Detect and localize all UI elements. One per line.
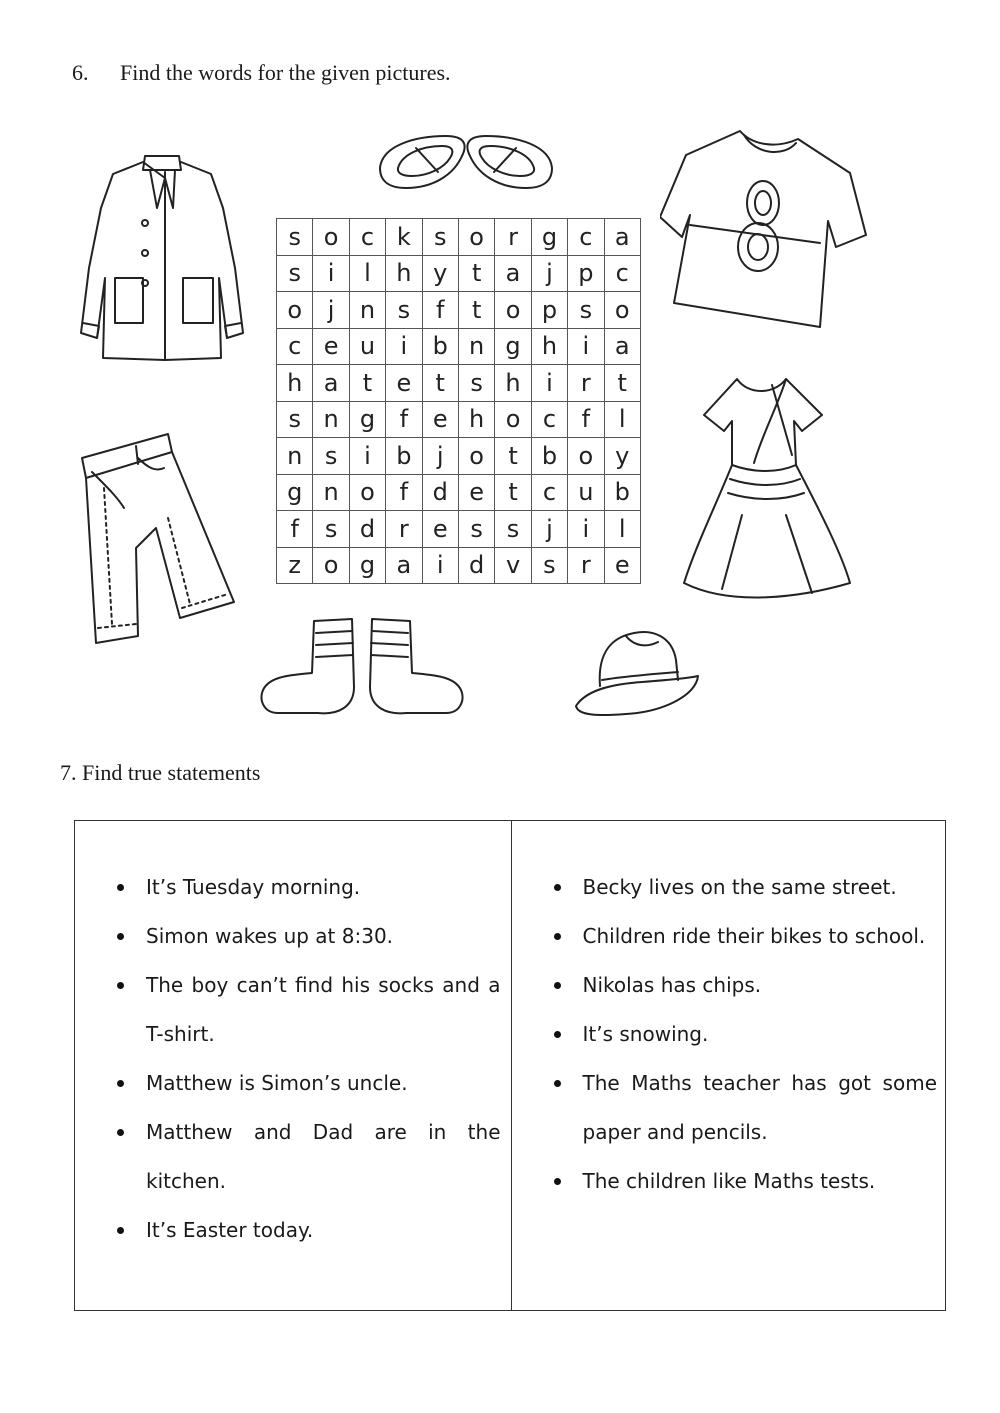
grid-cell: f: [277, 511, 313, 548]
grid-cell: g: [531, 219, 567, 256]
hat-icon: [572, 620, 702, 720]
grid-cell: n: [313, 401, 349, 438]
grid-cell: d: [458, 547, 494, 584]
grid-cell: b: [386, 438, 422, 475]
statements-left-column: [75, 821, 512, 1310]
grid-cell: o: [495, 292, 531, 329]
socks-icon: [258, 615, 468, 720]
grid-cell: b: [531, 438, 567, 475]
grid-row: [277, 328, 641, 365]
grid-cell: t: [349, 365, 385, 402]
grid-cell: s: [277, 255, 313, 292]
grid-cell: t: [604, 365, 640, 402]
grid-cell: f: [386, 401, 422, 438]
grid-cell: e: [458, 474, 494, 511]
statement-item: It’s Easter today.: [115, 1206, 501, 1255]
grid-cell: e: [313, 328, 349, 365]
grid-cell: u: [349, 328, 385, 365]
grid-cell: l: [349, 255, 385, 292]
statement-item: Matthew is Simon’s uncle.: [115, 1059, 501, 1108]
grid-cell: c: [531, 401, 567, 438]
grid-cell: c: [531, 474, 567, 511]
grid-cell: s: [313, 511, 349, 548]
grid-cell: z: [277, 547, 313, 584]
grid-cell: i: [349, 438, 385, 475]
grid-cell: h: [458, 401, 494, 438]
grid-row: [277, 474, 641, 511]
grid-cell: i: [568, 328, 604, 365]
grid-row: [277, 255, 641, 292]
dress-icon: [682, 375, 852, 610]
grid-cell: h: [495, 365, 531, 402]
grid-row: [277, 547, 641, 584]
grid-cell: d: [349, 511, 385, 548]
grid-cell: s: [313, 438, 349, 475]
grid-cell: t: [458, 292, 494, 329]
grid-cell: h: [531, 328, 567, 365]
grid-cell: g: [349, 547, 385, 584]
grid-cell: s: [422, 219, 458, 256]
statement-item: Becky lives on the same street.: [552, 863, 938, 912]
question-text: Find the words for the given pictures.: [120, 60, 451, 85]
statement-item: The boy can’t find his socks and a T-shirt.: [115, 961, 501, 1059]
grid-cell: c: [568, 219, 604, 256]
grid-cell: b: [604, 474, 640, 511]
statement-item: Simon wakes up at 8:30.: [115, 912, 501, 961]
statement-item: Matthew and Dad are in the kitchen.: [115, 1108, 501, 1206]
grid-cell: a: [313, 365, 349, 402]
grid-cell: l: [604, 401, 640, 438]
statement-item: It’s snowing.: [552, 1010, 938, 1059]
grid-cell: n: [458, 328, 494, 365]
grid-cell: s: [495, 511, 531, 548]
grid-cell: e: [422, 511, 458, 548]
coat-icon: [75, 148, 250, 368]
grid-cell: o: [313, 547, 349, 584]
grid-cell: e: [604, 547, 640, 584]
grid-cell: j: [531, 511, 567, 548]
grid-cell: r: [386, 511, 422, 548]
grid-cell: s: [531, 547, 567, 584]
grid-cell: y: [604, 438, 640, 475]
grid-cell: y: [422, 255, 458, 292]
grid-cell: j: [531, 255, 567, 292]
grid-cell: i: [313, 255, 349, 292]
grid-cell: e: [422, 401, 458, 438]
grid-cell: i: [386, 328, 422, 365]
grid-cell: o: [604, 292, 640, 329]
grid-cell: a: [495, 255, 531, 292]
grid-cell: i: [531, 365, 567, 402]
statements-table: [74, 820, 946, 1311]
grid-cell: s: [277, 401, 313, 438]
grid-cell: t: [458, 255, 494, 292]
grid-cell: t: [495, 474, 531, 511]
grid-cell: u: [568, 474, 604, 511]
grid-cell: o: [313, 219, 349, 256]
statement-item: Children ride their bikes to school.: [552, 912, 938, 961]
grid-cell: n: [349, 292, 385, 329]
grid-cell: c: [604, 255, 640, 292]
statements-right-column: [512, 821, 946, 1310]
grid-cell: d: [422, 474, 458, 511]
grid-cell: n: [313, 474, 349, 511]
grid-cell: s: [458, 511, 494, 548]
grid-cell: r: [495, 219, 531, 256]
grid-cell: s: [458, 365, 494, 402]
grid-cell: s: [277, 219, 313, 256]
grid-cell: r: [568, 547, 604, 584]
grid-cell: g: [495, 328, 531, 365]
grid-cell: v: [495, 547, 531, 584]
grid-cell: n: [277, 438, 313, 475]
grid-cell: g: [349, 401, 385, 438]
grid-cell: h: [277, 365, 313, 402]
grid-cell: c: [349, 219, 385, 256]
grid-cell: a: [604, 328, 640, 365]
grid-cell: f: [568, 401, 604, 438]
statement-item: Nikolas has chips.: [552, 961, 938, 1010]
grid-row: [277, 511, 641, 548]
grid-cell: j: [422, 438, 458, 475]
grid-cell: i: [422, 547, 458, 584]
grid-cell: p: [531, 292, 567, 329]
grid-cell: t: [495, 438, 531, 475]
grid-cell: j: [313, 292, 349, 329]
grid-cell: p: [568, 255, 604, 292]
grid-cell: s: [568, 292, 604, 329]
grid-row: [277, 401, 641, 438]
grid-cell: t: [422, 365, 458, 402]
grid-cell: o: [349, 474, 385, 511]
grid-cell: e: [386, 365, 422, 402]
grid-cell: k: [386, 219, 422, 256]
grid-cell: g: [277, 474, 313, 511]
grid-cell: s: [386, 292, 422, 329]
grid-cell: o: [277, 292, 313, 329]
grid-cell: l: [604, 511, 640, 548]
grid-cell: o: [568, 438, 604, 475]
grid-cell: b: [422, 328, 458, 365]
grid-cell: r: [568, 365, 604, 402]
question-6-title: [72, 60, 451, 86]
grid-cell: o: [495, 401, 531, 438]
question-7-title: 7. Find true statements: [60, 760, 261, 785]
word-search-grid: [276, 218, 641, 584]
question-number: 6.: [72, 60, 89, 85]
grid-cell: o: [458, 438, 494, 475]
grid-cell: f: [422, 292, 458, 329]
grid-row: [277, 292, 641, 329]
grid-cell: c: [277, 328, 313, 365]
tshirt-icon: [660, 125, 870, 335]
grid-cell: a: [604, 219, 640, 256]
grid-row: [277, 219, 641, 256]
grid-row: [277, 438, 641, 475]
shoes-icon: [376, 128, 556, 196]
grid-cell: o: [458, 219, 494, 256]
statement-item: The children like Maths tests.: [552, 1157, 938, 1206]
grid-cell: a: [386, 547, 422, 584]
statement-item: It’s Tuesday morning.: [115, 863, 501, 912]
trousers-icon: [78, 428, 243, 648]
grid-cell: f: [386, 474, 422, 511]
grid-cell: i: [568, 511, 604, 548]
grid-row: [277, 365, 641, 402]
statement-item: The Maths teacher has got some paper and pencils.: [552, 1059, 938, 1157]
grid-cell: h: [386, 255, 422, 292]
